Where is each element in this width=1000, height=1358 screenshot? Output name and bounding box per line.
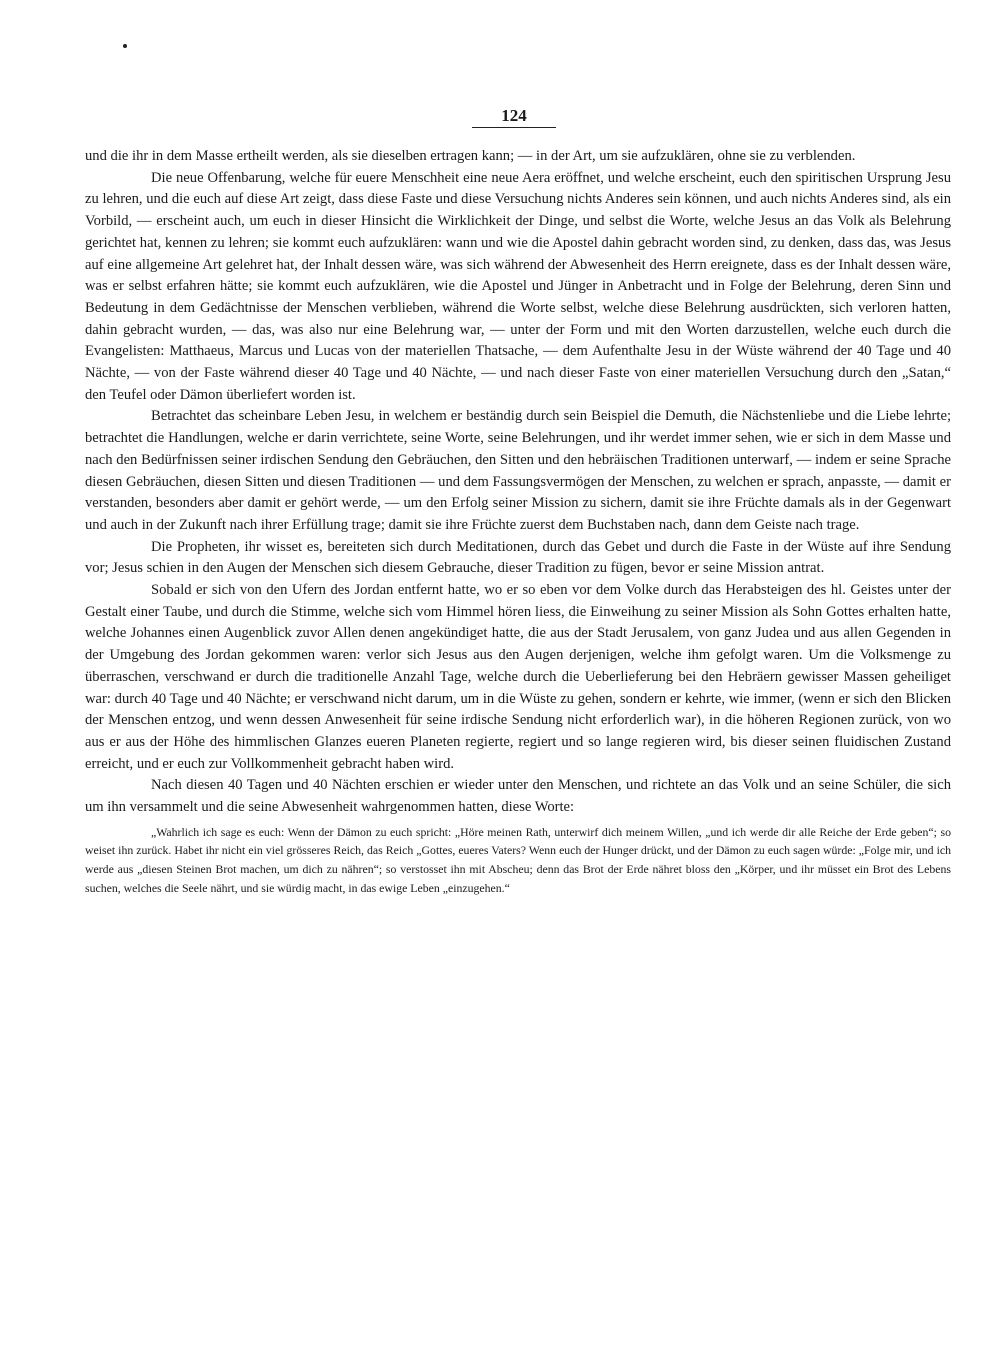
paragraph-4: Die Propheten, ihr wisset es, bereiteten sich durch Meditationen, durch das Gebet und durch die Faste in der Wüste auf ihre Sendung vor; Jesus schien in den Augen der Menschen sich diesem Gebrauche, dieser Tradition zu fügen, bevor er seine Mission antrat. — [85, 538, 951, 577]
paragraph-1: und die ihr in dem Masse ertheilt werden, als sie dieselben ertragen kann; — in der Art, um sie aufzuklären, ohne sie zu verblenden. — [85, 148, 856, 164]
ink-speck — [123, 44, 127, 48]
paragraph-5: Sobald er sich von den Ufern des Jordan entfernt hatte, wo er so eben vor dem Volke durch das Herabsteigen des hl. Geistes unter der Gestalt einer Taube, und durch die Stimme, welche sich vom Himmel hören liess, die Einweihung zu seiner Mission als Sohn Gottes erhalten hatte, welche Johannes einen Augenblick zuvor Allen denen angekündiget hatte, die aus der Stadt Jerusalem, von ganz Judea und aus allen Gegenden in der Umgebung des Jordan gekommen waren: verlor sich Jesus aus den Augen derjenigen, welche ihm gefolgt waren. Um die Volksmenge zu überraschen, verschwand er durch die traditionelle Anzahl Tage, welche durch die Ueberlieferung bei den Hebräern gewisser Massen geheiliget war: durch 40 Tage und 40 Nächte; er verschwand nicht darum, um in die Wüste zu gehen, sondern er kehrte, wie immer, (wenn er sich den Blicken der Menschen entzog, und wenn dessen Anwesenheit für seine irdische Sendung nicht erforderlich war), in die höheren Regionen zurück, von wo aus er aus der Höhe des himmlischen Glanzes eueren Planeten regierte, regiert und so lange regieren wird, bis dieser seinen fluidischen Zustand erreicht, und er euch zur Vollkommenheit gebracht haben wird. — [85, 582, 951, 772]
paragraph-3: Betrachtet das scheinbare Leben Jesu, in welchem er beständig durch sein Beispiel die Demuth, die Nächstenliebe und die Liebe lehrte; betrachtet die Handlungen, welche er darin verrichtete, seine Worte, seine Belehrungen, und ihr werdet immer sehen, wie er sich in dem Masse und nach den Bedürfnissen seiner irdischen Sendung den Gebräuchen, den Sitten und den hebräischen Traditionen unterwarf, — indem er seine Sprache diesen Gebräuchen, diesen Sitten und diesen Traditionen — und dem Fassungsvermögen der Menschen, zu welchen er sprach, anpasste, — damit er verstanden, besonders aber damit er gehört werde, — um den Erfolg seiner Mission zu sichern, damit sie ihre Früchte damals als in der Gegenwart und auch in der Zukunft nach ihrer Erfüllung trage; damit sie ihre Früchte zuerst dem Buchstaben nach, dann dem Geiste nach trage. — [85, 408, 951, 533]
paragraph-2: Die neue Offenbarung, welche für euere Menschheit eine neue Aera eröffnet, und welche erscheint, euch den spiritischen Ursprung Jesu zu lehren, und die euch auf diese Art zeigt, dass diese Faste und diese Versuchung nichts Anderes sein können, und auch nichts Anderes sind, als ein Vorbild, — erscheint auch, um euch in dieser Hinsicht die Wirklichkeit der Dinge, und selbst die Worte, welche Jesus an das Volk als Belehrung gerichtet hat, kennen zu lehren; sie kommt euch aufzuklären: wann und wie die Apostel dahin gebracht worden sind, zu denken, dass das, was Jesus auf eine allgemeine Art gelehret hat, der Inhalt dessen wäre, was sich während der Abwesenheit des Herrn ereignete, dass es der Inhalt dessen wäre, was er selbst erfahren hätte; sie kommt euch aufzuklären, wie die Apostel und Jünger in Anbetracht und in Folge der Belehrung, deren Sinn und Bedeutung in dem Gedächtnisse der Menschen verblieben, während die Worte selbst, welche diese Belehrung ausdrückten, sich verloren hatten, dahin gebracht wurden, — das, was also nur eine Belehrung war, — unter der Form und mit den Worten darzustellen, welche euch durch die Evangelisten: Matthaeus, Marcus und Lucas von der materiellen Thatsache, — dem Aufenthalte Jesu in der Wüste während der 40 Tage und 40 Nächte, — von der Faste während dieser 40 Tage und 40 Nächte, — und nach dieser Faste von einer materiellen Versuchung durch den „Satan,“ den Teufel oder Dämon überliefert worden ist. — [85, 169, 951, 403]
page-number-rule — [472, 127, 556, 128]
paragraph-6: Nach diesen 40 Tagen und 40 Nächten erschien er wieder unter den Menschen, und richtete an das Volk und an seine Schüler, die sich um ihn versammelt und die seine Abwesenheit wahrgenommen hatten, diese Worte: — [85, 777, 951, 816]
quotation-block: „Wahrlich ich sage es euch: Wenn der Dämon zu euch spricht: „Höre meinen Rath, unterwirf dich meinem Willen, „und ich werde dir alle Reiche der Erde geben“; so weiset ihn zurück. Habet ihr nicht ein viel grösseres Reich, das Reich „Gottes, eueres Vaters? Wenn euch der Hunger drückt, und der Dämon zu euch sagen würde: „Folge mir, und ich werde aus „diesen Steinen Brot machen, um dich zu nähren“; so verstosset ihn mit Abscheu; denn das Brot der Erde nähret bloss den „Körper, und ihr müsset ein Brot des Lebens suchen, welches die Seele nährt, und sie würdig macht, in das ewige Leben „einzugehen.“ — [85, 824, 951, 895]
body-text — [85, 146, 951, 897]
page-number: 124 — [501, 106, 527, 125]
